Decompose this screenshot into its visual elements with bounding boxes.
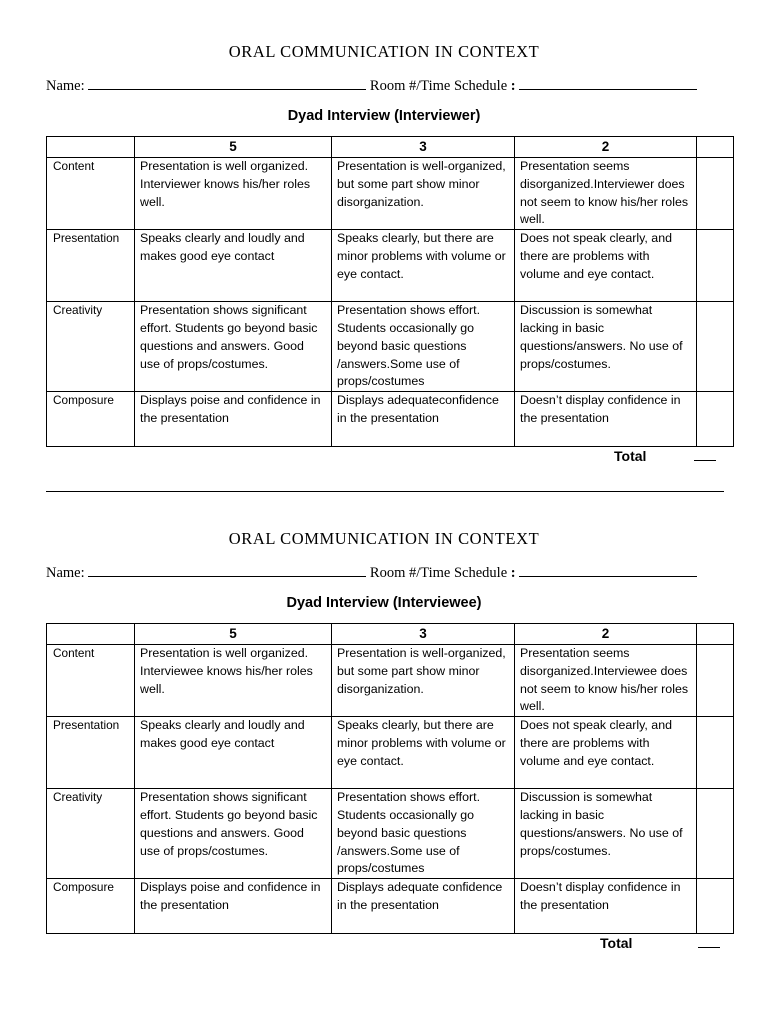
header-score-2: 2 [515, 137, 697, 158]
room-colon: : [510, 565, 516, 581]
criterion-content: Content [47, 158, 135, 230]
table-header-row [47, 624, 734, 645]
rubric-subtitle: Dyad Interview (Interviewer) [287, 108, 481, 124]
cell-score-3: Displays adequate confidence in the presentation [332, 879, 515, 934]
rubric-table [46, 623, 734, 934]
name-line [46, 76, 726, 96]
criterion-composure: Composure [47, 879, 135, 934]
room-colon: : [510, 78, 516, 94]
score-cell[interactable] [697, 158, 734, 230]
cell-score-2: Does not speak clearly, and there are problems with volume and eye contact. [515, 230, 697, 302]
cell-score-2: Discussion is somewhat lacking in basic questions/answers. No use of props/costumes. [515, 302, 697, 392]
header-score-3: 3 [332, 137, 515, 158]
room-field[interactable] [519, 77, 697, 90]
room-field[interactable] [519, 564, 697, 577]
score-cell[interactable] [697, 302, 734, 392]
cell-score-5: Speaks clearly and loudly and makes good eye contact [135, 230, 332, 302]
cell-score-3: Displays adequateconfidence in the presentation [332, 392, 515, 447]
table-header-row [47, 137, 734, 158]
criterion-presentation: Presentation [47, 717, 135, 789]
name-line [46, 563, 726, 583]
name-field[interactable] [88, 564, 366, 577]
document-title: ORAL COMMUNICATION IN CONTEXT [228, 529, 540, 548]
total-label: Total [600, 935, 633, 951]
header-score-5: 5 [135, 624, 332, 645]
criterion-creativity: Creativity [47, 789, 135, 879]
cell-score-5: Presentation shows significant effort. Students go beyond basic questions and answers. Good use of props/costumes. [135, 789, 332, 879]
cell-score-3: Speaks clearly, but there are minor problems with volume or eye contact. [332, 717, 515, 789]
name-field[interactable] [88, 77, 366, 90]
cell-score-2: Presentation seems disorganized.Interviewee does not seem to know his/her roles well. [515, 645, 697, 717]
document-title: ORAL COMMUNICATION IN CONTEXT [228, 42, 540, 61]
criterion-presentation: Presentation [47, 230, 135, 302]
cell-score-2: Presentation seems disorganized.Interviewer does not seem to know his/her roles well. [515, 158, 697, 230]
table-row [47, 230, 734, 302]
score-cell[interactable] [697, 879, 734, 934]
total-label: Total [614, 448, 647, 464]
score-cell[interactable] [697, 392, 734, 447]
cell-score-5: Speaks clearly and loudly and makes good eye contact [135, 717, 332, 789]
score-cell[interactable] [697, 789, 734, 879]
header-score [697, 137, 734, 158]
cell-score-2: Does not speak clearly, and there are problems with volume and eye contact. [515, 717, 697, 789]
room-label: Room #/Time Schedule [369, 565, 508, 581]
rubric-section-interviewer [0, 40, 768, 464]
cell-score-3: Presentation is well-organized, but some part show minor disorganization. [332, 158, 515, 230]
name-label: Name: [46, 565, 85, 581]
table-row [47, 879, 734, 934]
header-score-2: 2 [515, 624, 697, 645]
score-cell[interactable] [697, 645, 734, 717]
rubric-section-interviewee [0, 527, 768, 951]
criterion-composure: Composure [47, 392, 135, 447]
rubric-subtitle: Dyad Interview (Interviewee) [286, 595, 482, 611]
cell-score-5: Displays poise and confidence in the presentation [135, 392, 332, 447]
score-cell[interactable] [697, 230, 734, 302]
cell-score-2: Doesn’t display confidence in the presentation [515, 392, 697, 447]
cell-score-2: Discussion is somewhat lacking in basic questions/answers. No use of props/costumes. [515, 789, 697, 879]
cell-score-5: Presentation is well organized. Interviewee knows his/her roles well. [135, 645, 332, 717]
table-row [47, 717, 734, 789]
rubric-table [46, 136, 734, 447]
cell-score-5: Presentation shows significant effort. Students go beyond basic questions and answers. Good use of props/costumes. [135, 302, 332, 392]
name-label: Name: [46, 78, 85, 94]
cell-score-3: Presentation shows effort. Students occasionally go beyond basic questions /answers.Some use of props/costumes [332, 789, 515, 879]
total-field[interactable] [698, 947, 720, 948]
header-score [697, 624, 734, 645]
section-divider [46, 491, 724, 492]
table-row [47, 158, 734, 230]
cell-score-5: Presentation is well organized. Interviewer knows his/her roles well. [135, 158, 332, 230]
header-score-5: 5 [135, 137, 332, 158]
total-line [560, 446, 740, 466]
table-row [47, 645, 734, 717]
header-criterion [47, 624, 135, 645]
cell-score-2: Doesn’t display confidence in the presentation [515, 879, 697, 934]
total-field[interactable] [694, 460, 716, 461]
total-line [546, 933, 726, 953]
header-score-3: 3 [332, 624, 515, 645]
table-row [47, 392, 734, 447]
score-cell[interactable] [697, 717, 734, 789]
cell-score-3: Presentation is well-organized, but some part show minor disorganization. [332, 645, 515, 717]
cell-score-3: Speaks clearly, but there are minor problems with volume or eye contact. [332, 230, 515, 302]
cell-score-3: Presentation shows effort. Students occasionally go beyond basic questions /answers.Some use of props/costumes [332, 302, 515, 392]
table-row [47, 302, 734, 392]
header-criterion [47, 137, 135, 158]
table-row [47, 789, 734, 879]
criterion-creativity: Creativity [47, 302, 135, 392]
room-label: Room #/Time Schedule [369, 78, 508, 94]
cell-score-5: Displays poise and confidence in the presentation [135, 879, 332, 934]
criterion-content: Content [47, 645, 135, 717]
